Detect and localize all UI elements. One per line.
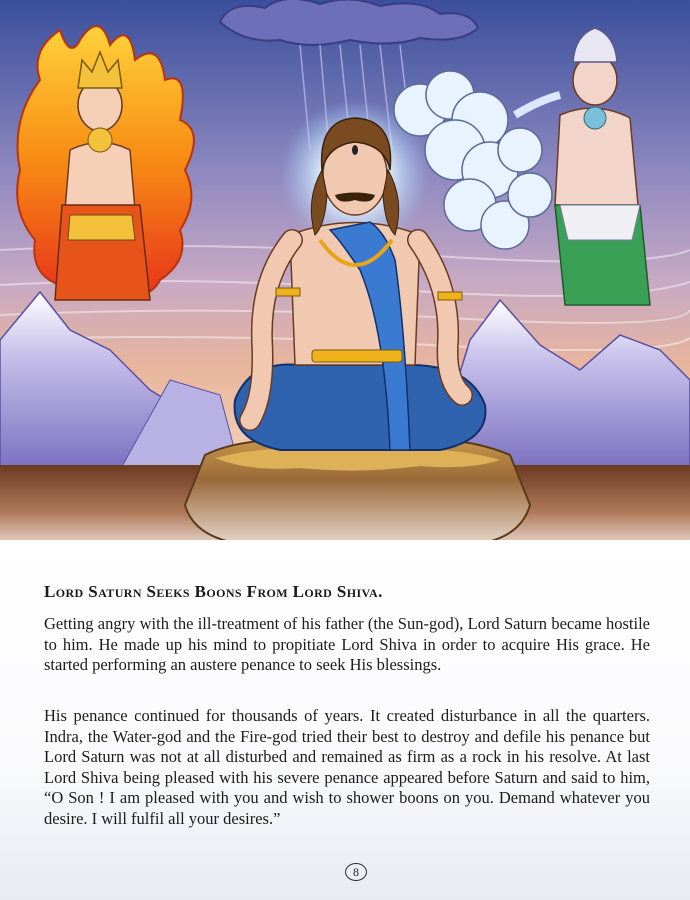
page-number: 8 <box>345 863 367 881</box>
story-paragraph-1: Getting angry with the ill-treatment of his father (the Sun-god), Lord Saturn became hostile to him. He made up his mind to propitiate Lord Shiva in order to acquire His grace. He started performing an austere penance to seek His blessings. <box>44 614 650 674</box>
story-title: Lord Saturn Seeks Boons From Lord Shiva. <box>44 582 383 601</box>
story-paragraph-2: His penance continued for thousands of years. It created disturbance in all the quarters. Indra, the Water-god and the Fire-god tried their best to destroy and defile his penance but Lord Saturn was not at all disturbed and remained as firm as a rock in his resolve. At last Lord Shiva being pleased with his severe penance appeared before Saturn and said to him, “O Son ! I am pleased with you and wish to shower boons on you. Demand whatever you desire. I will fulfil all your desires.” <box>44 706 650 828</box>
